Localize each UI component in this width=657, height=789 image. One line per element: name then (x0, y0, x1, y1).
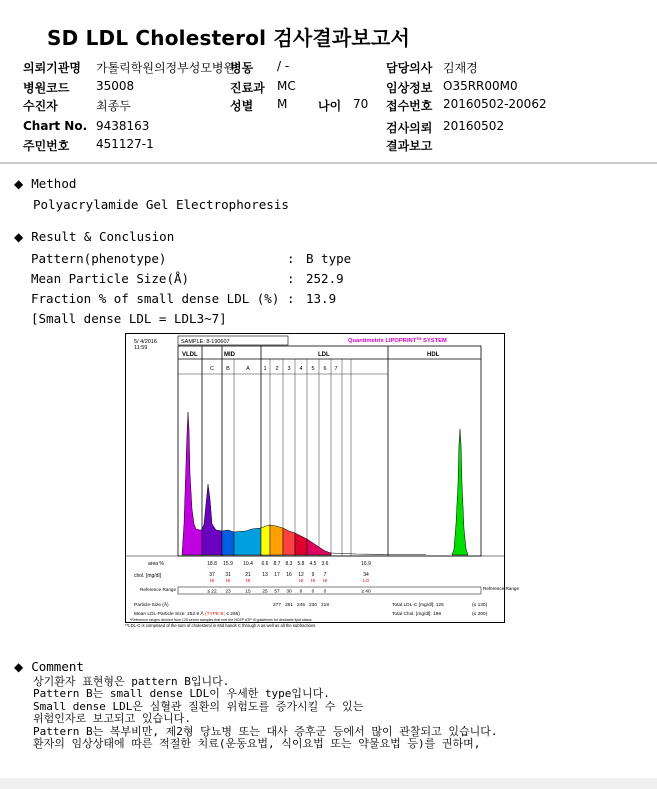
chol-value: 9 (311, 572, 315, 578)
chol-value: 21 (245, 572, 251, 578)
sex-label: 성별 (230, 99, 254, 113)
total-chol: Total Chol. [mg/dl]: 198 (392, 612, 442, 617)
footnote-1: *Reference ranges derived from 125 serum samples that met the NCEP ATP III guidelines for desirable lipid status (130, 618, 312, 622)
hospital-label: 의뢰기관명 (23, 61, 81, 75)
vldl-peak (182, 412, 202, 555)
area-value: 10.4 (243, 561, 253, 567)
sdldl-note: [Small dense LDL = LDL3~7] (31, 311, 227, 326)
ref-value: 15 (245, 589, 251, 595)
dept-value: MC (277, 79, 296, 93)
baseline-trace (331, 553, 426, 555)
sex-value: M (277, 97, 288, 111)
ref-value: 57 (274, 589, 280, 595)
brand-label: Quantimetrix LIPOPRINT™ SYSTEM (348, 337, 447, 344)
plot-frame (178, 346, 481, 556)
ldl-4-area (295, 533, 307, 555)
electrophoresis-curve (182, 412, 468, 555)
band-label-4: 4 (299, 366, 303, 372)
flag-value: HI (225, 578, 231, 583)
print-date: 5/ 4/2016 (134, 339, 157, 345)
clinical-value: O35RR00M0 (443, 79, 518, 93)
psize-value: 230 (308, 603, 318, 608)
method-heading: ◆ Method (14, 176, 77, 191)
area-value: 16.9 (361, 561, 371, 567)
group-hdl: HDL (427, 352, 440, 358)
age-label: 나이 (318, 99, 342, 113)
ldl-3-area (283, 528, 295, 555)
ldl-1-area (261, 525, 270, 555)
comment-line: 위험인자로 보고되고 있습니다. (33, 712, 192, 726)
band-label-C: C (210, 366, 214, 372)
band-label-1: 1 (263, 366, 267, 372)
group-ldl: LDL (318, 352, 330, 358)
chol-value: 37 (209, 572, 215, 578)
chol-value: 17 (274, 572, 280, 578)
print-time: 11:59 (134, 345, 148, 351)
area-value: 8.3 (285, 561, 293, 567)
comment-line: Small dense LDL은 심혈관 질환의 위험도를 증가시킬 수 있는 (33, 699, 364, 713)
doctor-value: 김재경 (443, 61, 478, 75)
area-value: 15.9 (223, 561, 233, 567)
total-ldl-ref: (≤ 130) (472, 603, 488, 608)
flag-value: HI (298, 578, 304, 583)
flag-value: HI (310, 578, 316, 583)
psize-value: 261 (284, 603, 294, 608)
mid-b-area (222, 530, 234, 555)
chol-value: 16 (286, 572, 292, 578)
test-label: 검사의뢰 (386, 121, 433, 135)
hospcode-value: 35008 (96, 79, 135, 93)
hdl-peak (452, 429, 468, 555)
area-value: 6.6 (261, 561, 269, 567)
area-value: 4.5 (309, 561, 317, 567)
receipt-label: 접수번호 (386, 99, 433, 113)
area-value: 3.6 (321, 561, 329, 567)
hospcode-label: 병원코드 (23, 81, 70, 95)
ldl-2-area (270, 525, 283, 555)
psize-value: 218 (320, 603, 330, 608)
clinical-label: 임상정보 (386, 81, 433, 95)
area-value: 5.8 (297, 561, 305, 567)
total-ldl: Total LDL-C [mg/dl]: 126 (392, 603, 444, 608)
hospital-value: 가톨릭학원의정부성모병원 (96, 61, 236, 75)
comment-line: 상기환자 표현형은 pattern B입니다. (33, 675, 230, 688)
pattern-colon: : (287, 251, 295, 266)
lipoprint-chart (125, 333, 520, 623)
comment-line: Pattern B는 복부비만, 제2형 당뇨병 또는 대사 증후군 등에서 많이 관찰되고 있습니다. (33, 724, 498, 738)
chol-value: 13 (262, 572, 268, 578)
particle-size-value: 252.9 (306, 271, 344, 286)
ref-value: 25 (262, 589, 268, 595)
result-heading: ◆ Result & Conclusion (14, 229, 175, 244)
footnote-2: **LDL-C is comprised of the sum of cholesterol in Mid bands C through A as well as all the subfractions (125, 623, 316, 628)
psize-label: Particle-Size (Å) (134, 603, 169, 608)
rrn-label: 주민번호 (23, 139, 70, 153)
report-label: 결과보고 (386, 139, 433, 153)
chol-value: 34 (363, 572, 369, 578)
particle-size-colon: : (287, 271, 295, 286)
band-label-3: 3 (287, 366, 291, 372)
band-label-2: 2 (275, 366, 279, 372)
ref-value: 0 (311, 589, 315, 595)
ref-value: ≥ 40 (361, 589, 371, 595)
particle-size-values (273, 602, 329, 608)
dept-label: 진료과 (230, 81, 265, 95)
comment-line: Pattern B는 small dense LDL이 우세한 type입니다. (33, 687, 330, 701)
comment-line: 환자의 임상상태에 따른 적절한 치료(운동요법, 식이요법 또는 약물요법 등)를 권하며, (33, 737, 481, 751)
patient-label: 수진자 (23, 99, 58, 113)
ref-value: 23 (225, 589, 231, 595)
ref-label-right: Reference Range (483, 586, 520, 591)
age-value: 70 (353, 97, 369, 111)
fraction-colon: : (287, 291, 295, 306)
chol-label: chol. [mg/dl] (134, 573, 161, 579)
group-vldl: VLDL (182, 352, 198, 358)
psize-value: 277 (272, 603, 282, 608)
fraction-value: 13.9 (306, 291, 337, 306)
diamond-bullet-icon: ◆ (14, 230, 24, 244)
ref-value: 0 (323, 589, 327, 595)
area-label: area % (148, 561, 164, 567)
chart-no-label: Chart No. (23, 119, 88, 133)
mid-c-area (202, 484, 222, 555)
fraction-label: Fraction % of small dense LDL (%) (31, 291, 280, 306)
comment-heading: ◆ Comment (14, 659, 84, 674)
patient-value: 최종두 (96, 99, 131, 113)
area-value: 18.8 (207, 561, 217, 567)
flag-value: LO (362, 578, 370, 583)
ref-value: 6 (299, 589, 303, 595)
receipt-value: 20160502-20062 (443, 97, 547, 111)
ref-label: Reference Range (140, 587, 177, 592)
report-title: SD LDL Cholesterol 검사결과보고서 (47, 26, 410, 50)
ref-box (178, 587, 481, 594)
mean-size-label: Mean LDL-Particle Size: 252.9 Å (TYPE B; ≤ 265) (134, 612, 240, 617)
total-chol-ref: (≤ 200) (472, 612, 488, 617)
flag-value: HI (322, 578, 328, 583)
flag-value: HI (209, 578, 215, 583)
band-label-B: B (226, 366, 230, 372)
ref-value: ≤ 22 (207, 589, 217, 595)
doctor-label: 담당의사 (386, 61, 433, 75)
test-value: 20160502 (443, 119, 505, 133)
particle-size-label: Mean Particle Size(Å) (31, 271, 190, 286)
header-divider (0, 162, 657, 164)
chart-no-value: 9438163 (96, 119, 150, 133)
psize-value: 245 (296, 603, 306, 608)
band-label-6: 6 (323, 366, 327, 372)
ward-label: 병동 (230, 61, 254, 75)
ref-value: 30 (286, 589, 292, 595)
rrn-value: 451127-1 (96, 137, 154, 151)
band-labels (210, 366, 338, 372)
sample-label: SAMPLE: 8-190607 (181, 339, 230, 345)
pattern-label: Pattern(phenotype) (31, 251, 167, 266)
mid-a-area (234, 528, 261, 555)
area-value: 8.7 (273, 561, 281, 567)
flag-value: HI (245, 578, 251, 583)
diamond-bullet-icon: ◆ (14, 177, 24, 191)
chol-value: 12 (298, 572, 304, 578)
band-label-7: 7 (334, 366, 338, 372)
lipoprint-svg (126, 334, 520, 622)
table-values (207, 561, 371, 595)
comment-body (33, 676, 497, 750)
method-text: Polyacrylamide Gel Electrophoresis (33, 197, 289, 212)
diamond-bullet-icon: ◆ (14, 660, 24, 674)
band-label-A: A (246, 366, 250, 372)
chol-value: 7 (323, 572, 327, 578)
chol-value: 31 (225, 572, 231, 578)
band-label-5: 5 (311, 366, 315, 372)
pattern-value: B type (306, 251, 352, 266)
ward-value: / - (277, 59, 290, 73)
group-mid: MID (224, 352, 235, 358)
